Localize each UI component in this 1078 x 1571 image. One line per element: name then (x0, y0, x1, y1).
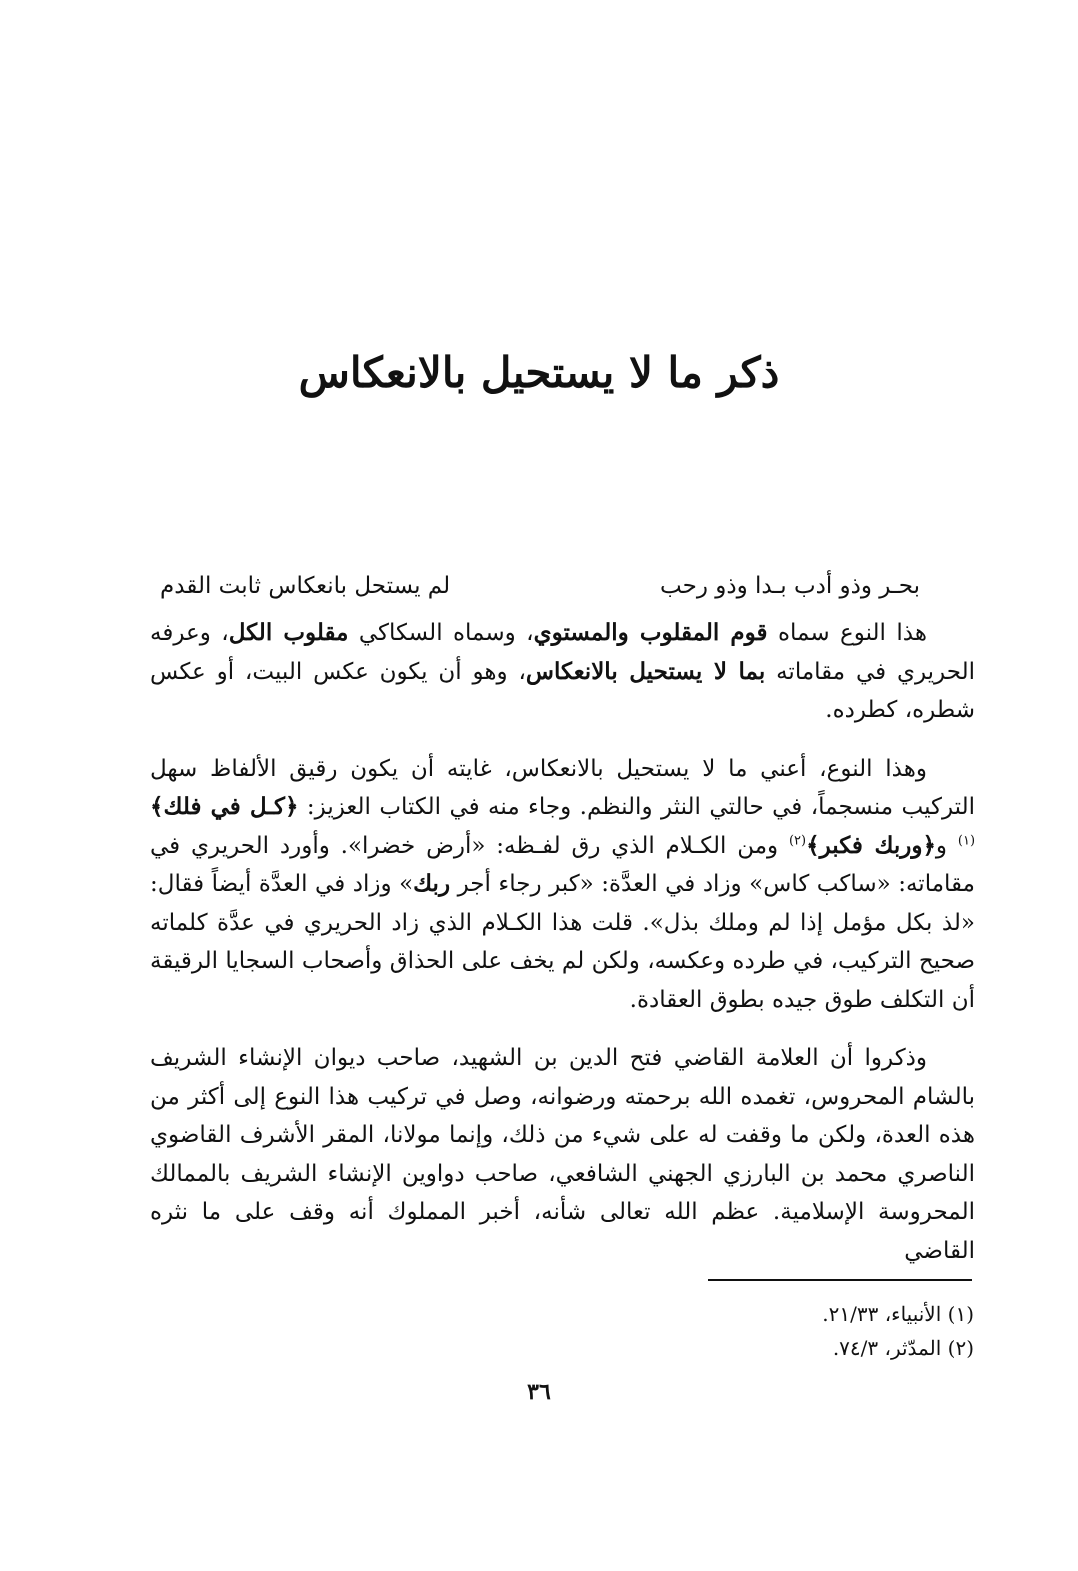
p2-text-d: ومن الكـلام الذي رق لفـظه: «أرض خضرا». وأورد الحريري في مقاماته: «ساكب كاس» وزاد في العدَّة: «كبر رجاء أجر (150, 832, 975, 897)
footnote-ref-2: (٢) (788, 832, 807, 848)
page-number: ٣٦ (527, 1379, 551, 1405)
footnotes (574, 1297, 974, 1365)
footnote-1: (١) الأنبياء، ٢١/٣٣. (822, 1302, 974, 1326)
p1-bold-term-1: قوم المقلوب والمستوي (533, 619, 768, 646)
p1-bold-term-3: بما لا يستحيل بالانعكاس (525, 657, 766, 685)
p2-quran-quote-1: ﴿كـل في فلك﴾ (150, 793, 299, 820)
p2-text-a: وهذا النوع، أعني ما لا يستحيل بالانعكاس، غايته أن يكون رقيق الألفاظ سهل التركيب منسجماً، في حالتي النثر والنظم. وجاء منه في الكتاب العزيز: (150, 755, 976, 820)
p2-text-c: و (935, 832, 958, 859)
verse-first-hemistich: بحـر وذو أدب بـدا وذو رحب (660, 573, 920, 599)
p2-quran-quote-2: ﴿وربك فكبر﴾ (806, 831, 936, 859)
footnote-ref-1: (١) (957, 832, 976, 848)
paragraph-3: وذكروا أن العلامة القاضي فتح الدين بن الشهيد، صاحب ديوان الإنشاء الشريف بالشام المحروس، تغمده الله برحمته ورضوانه، وصل في تركيب هذا النوع إلى أكثر من هذه العدة، ولكن ما وقفت له على شيء من ذلك، وإنما مولانا، المقر الأشرف القاضوي الناصري محمد بن البارزي الجهني الشافعي، صاحب دواوين الإنشاء الشريف بالممالك المحروسة الإسلامية. عظم الله تعالى شأنه، أخبر المملوك أنه وقف على ما نثره القاضي (150, 1045, 975, 1264)
p1-text-d: ، وعرفه الحريري في مقاماته (150, 620, 975, 685)
footnote-divider (708, 1279, 972, 1281)
poem-verse (160, 566, 920, 606)
paragraph-2 (150, 750, 975, 1020)
footnote-2: (٢) المدّثر، ٧٤/٣. (832, 1336, 974, 1360)
p1-text-e: ، وهو أن يكون عكس البيت، أو عكس شطره، كطرده. (150, 658, 975, 723)
p2-bold-word: ربك (413, 870, 451, 897)
p2-text-e: » وزاد في العدَّة أيضاً فقال: «لذ بكل مؤمل إذا لم وملك بذل». قلت هذا الكـلام الذي زاد الحريري في عدَّة كلماته صحيح التركيب، في طرده وعكسه، ولكن لم يخف على الحذاق وأصحاب السجايا الرقيقة أن التكلف طوق جيده بطوق العقادة. (150, 871, 975, 1013)
body-text (150, 614, 975, 1290)
verse-second-hemistich: لم يستحل بانعكاس ثابت القدم (160, 573, 451, 599)
chapter-title: ذكر ما لا يستحيل بالانعكاس (298, 348, 780, 397)
p1-bold-term-2: مقلوب الكل (228, 619, 349, 646)
p1-text-a: هذا النوع سماه (767, 620, 927, 646)
paragraph-1 (150, 614, 975, 730)
p1-text-c: ، وسماه السكاكي (348, 620, 534, 646)
